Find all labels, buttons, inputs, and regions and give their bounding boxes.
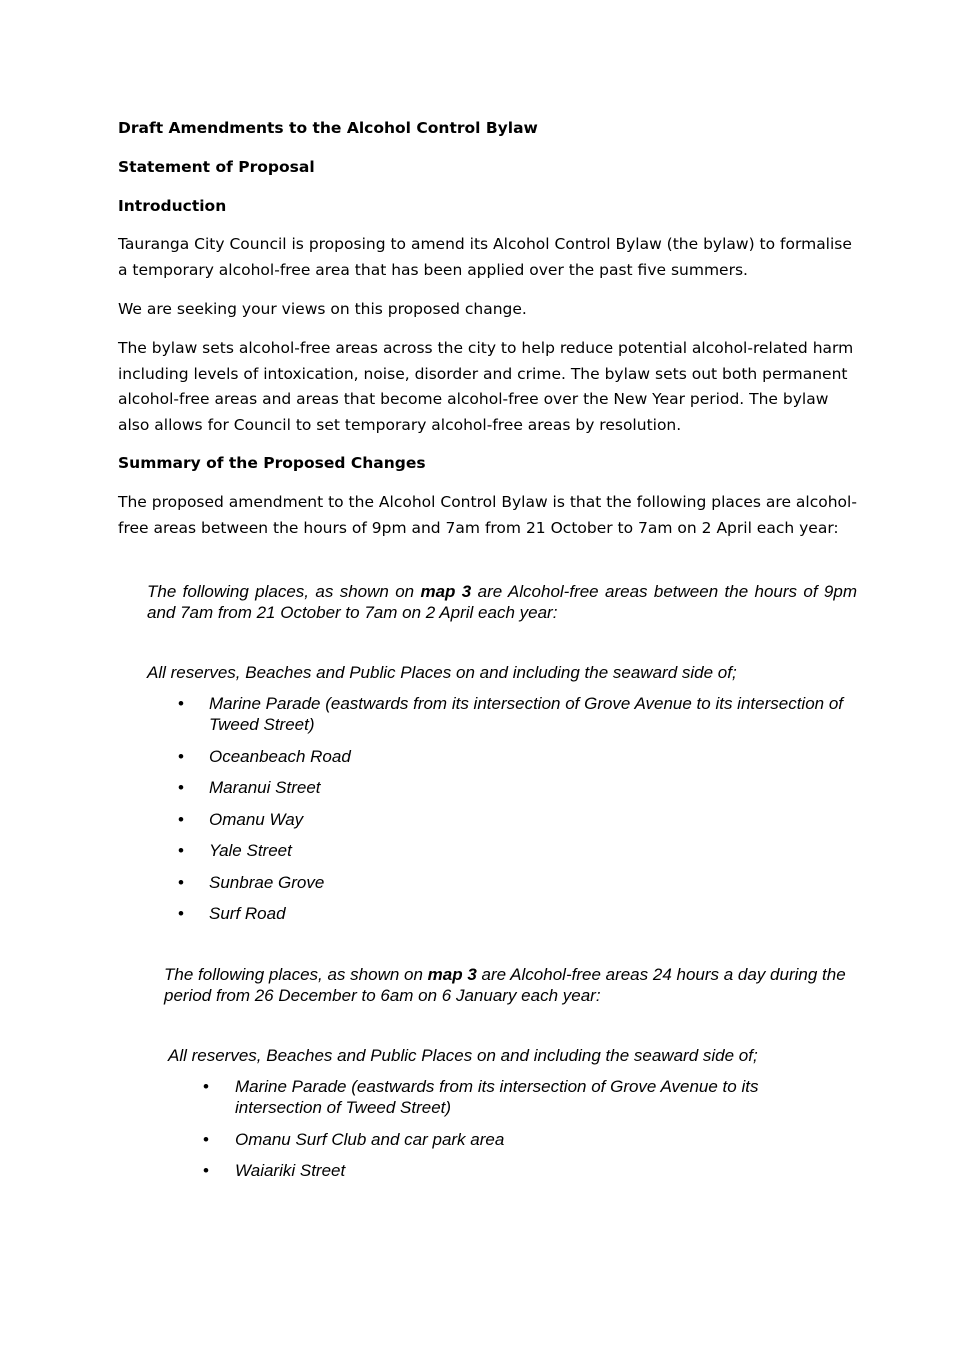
bullet-icon: • <box>178 872 184 892</box>
quote-1-lead: All reserves, Beaches and Public Places on and including the seaward side of; <box>147 663 737 682</box>
list-item <box>178 777 858 798</box>
list-item-text: Omanu Way <box>209 809 304 829</box>
list-item-text: Sunbrae Grove <box>209 872 325 892</box>
intro-heading: Introduction <box>118 197 227 215</box>
map-reference: map 3 <box>420 582 472 601</box>
bullet-icon: • <box>203 1077 209 1096</box>
list-item-text: Maranui Street <box>209 778 321 797</box>
list-item <box>178 693 858 735</box>
list-item-text: Surf Road <box>209 904 286 923</box>
intro-paragraph-3: The bylaw sets alcohol-free areas across the city to help reduce potential alcohol-related harm including levels of intoxication, noise, disorder and crime. The bylaw sets out both permanent alcohol-free areas and areas that become alcohol-free over the New Year period. The bylaw also allows for Council to set temporary alcohol-free areas by resolution. <box>118 339 854 434</box>
quote-1-intro: The following places, as shown on map 3 are Alcohol-free areas between the hours of 9pm and 7am from 21 October to 7am on 2 April each year: <box>147 582 858 622</box>
bullet-icon: • <box>203 1161 209 1180</box>
map-reference: map 3 <box>427 965 477 984</box>
list-item <box>178 746 858 767</box>
list-item <box>178 809 858 830</box>
list-item-text: Waiariki Street <box>235 1161 346 1180</box>
bullet-icon: • <box>203 1129 209 1149</box>
document-title: Draft Amendments to the Alcohol Control Bylaw <box>118 119 538 137</box>
list-item-text: Omanu Surf Club and car park area <box>235 1129 505 1149</box>
bullet-icon: • <box>178 904 184 923</box>
list-item <box>203 1076 803 1118</box>
quote-1-list <box>178 693 858 935</box>
bullet-icon: • <box>178 809 184 829</box>
list-item <box>203 1160 803 1181</box>
list-item-text: Marine Parade (eastwards from its intersection of Grove Avenue to its intersection of Tweed Street) <box>235 1077 759 1117</box>
list-item-text: Marine Parade (eastwards from its intersection of Grove Avenue to its intersection of Tweed Street) <box>209 694 844 734</box>
bullet-icon: • <box>178 694 184 713</box>
quote-2-intro: The following places, as shown on map 3 are Alcohol-free areas 24 hours a day during the period from 26 December to 6am on 6 January each year: <box>164 965 846 1005</box>
list-item <box>178 903 858 924</box>
document-subtitle: Statement of Proposal <box>118 158 315 176</box>
bullet-icon: • <box>178 841 184 860</box>
list-item <box>178 840 858 861</box>
summary-heading: Summary of the Proposed Changes <box>118 454 426 472</box>
quote-2-lead: All reserves, Beaches and Public Places on and including the seaward side of; <box>168 1046 758 1065</box>
bullet-icon: • <box>178 778 184 797</box>
intro-paragraph-1: Tauranga City Council is proposing to amend its Alcohol Control Bylaw (the bylaw) to formalise a temporary alcohol-free area that has been applied over the past five summers. <box>118 235 852 279</box>
summary-paragraph: The proposed amendment to the Alcohol Control Bylaw is that the following places are alcohol-free areas between the hours of 9pm and 7am from 21 October to 7am on 2 April each year: <box>118 493 857 537</box>
list-item-text: Oceanbeach Road <box>209 746 351 766</box>
quote-2-list <box>203 1076 803 1192</box>
list-item <box>178 872 858 893</box>
list-item-text: Yale Street <box>209 841 292 860</box>
bullet-icon: • <box>178 746 184 766</box>
intro-paragraph-2: We are seeking your views on this proposed change. <box>118 300 527 318</box>
list-item <box>203 1129 803 1150</box>
